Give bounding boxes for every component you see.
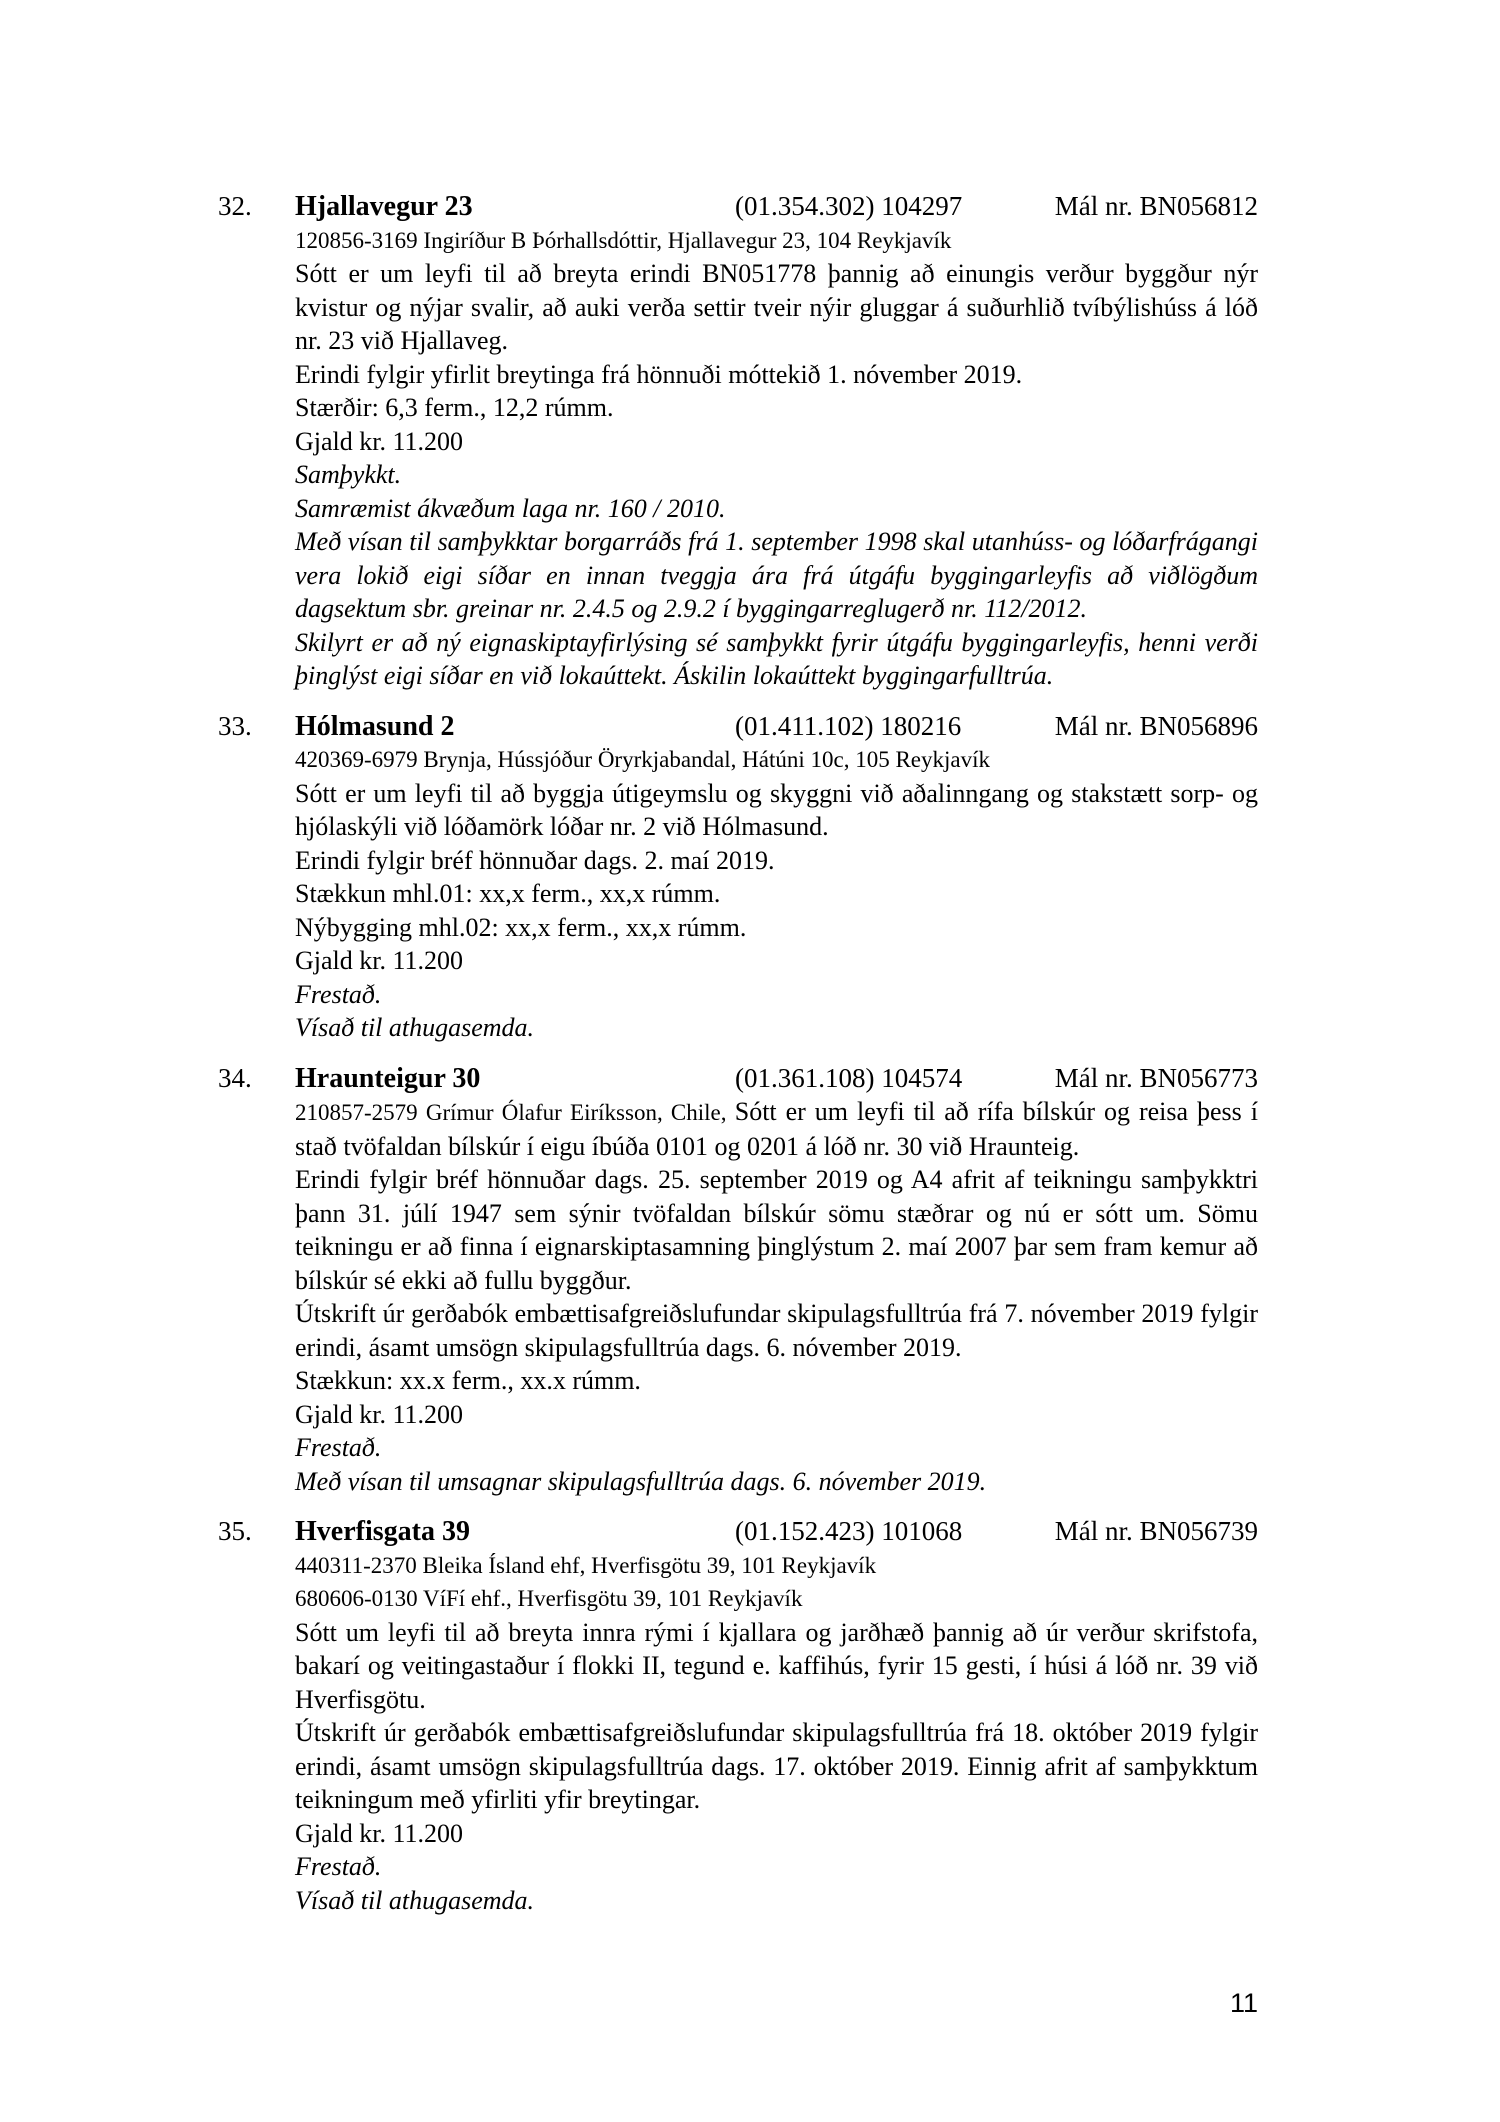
item-code: (01.152.423) 101068 [735,1516,963,1546]
item-number: 32. [218,191,252,221]
paragraph: Útskrift úr gerðabók embættisafgreiðslufundar skipulagsfulltrúa frá 7. nóvember 2019 fylgir erindi, ásamt umsögn skipulagsfulltrúa dags. 6. nóvember 2019. [295,1299,1258,1362]
decision-text: Frestað. [295,979,382,1009]
fee-line: Gjald kr. 11.200 [295,426,464,456]
decision-text: Frestað. [295,1433,382,1462]
item-content [295,710,1258,1045]
item-code: (01.354.302) 104297 [735,191,963,221]
item-number: 33. [218,710,252,741]
paragraph: Stærðir: 6,3 ferm., 12,2 rúmm. [295,393,614,422]
fee-line: Gjald kr. 11.200 [295,1818,464,1848]
item-address: Hraunteigur 30 [295,1062,481,1094]
paragraph: Erindi fylgir bréf hönnuðar dags. 25. september 2019 og A4 afrit af teikningu samþykktri þann 31. júlí 1947 sem sýnir tvöfaldan bílskúr sömu stæðrar og nú er sótt um. Sömu teikningu er að finna í eignarskiptasamning þinglýstum 2. maí 2007 þar sem fram kemur að bílskúr sé ekki að fullu byggður. [295,1165,1258,1295]
applicant-inline: 210857-2579 Grímur Ólafur Eiríksson, Chile, [295,1100,735,1125]
item-case-number: Mál nr. BN056896 [1054,710,1258,741]
paragraph: Stækkun: xx.x ferm., xx.x rúmm. [295,1366,641,1395]
paragraph: Sótt er um leyfi til að breyta erindi BN051778 þannig að einungis verður byggður nýr kvistur og nýjar svalir, að auki verða settir tveir nýir gluggar á suðurhlið tvíbýlishúss á lóð nr. 23 við Hjallaveg. [295,259,1258,355]
item-case-number: Mál nr. BN056812 [1054,191,1258,221]
application-text: Sótt er um leyfi til að rífa bílskúr og reisa þess í stað tvöfaldan bílskúr í eigu íbúða 0101 og 0201 á lóð nr. 30 við Hraunteig. [295,1097,1258,1161]
page-number: 11 [1229,1988,1258,2018]
decision-text: Vísað til athugasemda. [295,1885,535,1915]
item-code: (01.411.102) 180216 [735,710,962,741]
item-content [295,190,1258,693]
item-number: 34. [218,1062,252,1093]
item-code: (01.361.108) 104574 [735,1062,963,1093]
applicant-line: 120856-3169 Ingiríður B Þórhallsdóttir, Hjallavegur 23, 104 Reykjavík [295,227,952,253]
item-header [295,190,1258,224]
paragraph: Sótt um leyfi til að breyta innra rými í kjallara og jarðhæð þannig að úr verður skrifstofa, bakarí og veitingastaður í flokki II, tegund e. kaffihús, fyrir 15 gesti, í húsi á lóð nr. 39 við Hverfisgötu. [295,1617,1258,1714]
condition-text: Með vísan til samþykktar borgarráðs frá 1. september 1998 skal utanhúss- og lóðarfrágangi vera lokið eigi síðar en innan tveggja ára frá útgáfu byggingarleyfis að viðlögðum dagsektum sbr. greinar nr. 2.4.5 og 2.9.2 í byggingarreglugerð nr. 112/2012. [295,527,1258,623]
item-case-number: Mál nr. BN056739 [1054,1516,1258,1546]
item-header [295,1062,1258,1096]
item-address: Hólmasund 2 [295,710,455,742]
document-page [218,190,1258,1917]
item-number: 35. [218,1516,252,1546]
paragraph [295,1095,1258,1163]
case-item [218,190,1258,693]
case-item [218,1515,1258,1917]
applicant-line: 440311-2370 Bleika Ísland ehf, Hverfisgötu 39, 101 Reykjavík [295,1552,877,1578]
decision-text: Frestað. [295,1852,382,1881]
fee-line: Gjald kr. 11.200 [295,946,464,975]
paragraph: Erindi fylgir bréf hönnuðar dags. 2. maí 2019. [295,845,775,875]
fee-line: Gjald kr. 11.200 [295,1399,464,1429]
condition-text: Skilyrt er að ný eignaskiptayfirlýsing sé samþykkt fyrir útgáfu byggingarleyfis, henni verði þinglýst eigi síðar en við lokaúttekt. Áskilin lokaúttekt byggingarfulltrúa. [295,627,1258,690]
item-header [295,710,1258,744]
item-case-number: Mál nr. BN056773 [1054,1062,1258,1093]
item-address: Hverfisgata 39 [295,1516,470,1547]
item-header [295,1515,1258,1549]
item-content [295,1062,1258,1499]
decision-text: Samræmist ákvæðum laga nr. 160 / 2010. [295,493,726,523]
applicant-line: 420369-6979 Brynja, Hússjóður Öryrkjabandal, Hátúni 10c, 105 Reykjavík [295,747,990,772]
case-item [218,710,1258,1045]
applicant-line: 680606-0130 VíFí ehf., Hverfisgötu 39, 101 Reykjavík [295,1586,803,1611]
paragraph: Nýbygging mhl.02: xx,x ferm., xx,x rúmm. [295,912,747,942]
decision-text: Með vísan til umsagnar skipulagsfulltrúa dags. 6. nóvember 2019. [295,1466,987,1496]
paragraph: Erindi fylgir yfirlit breytinga frá hönnuði móttekið 1. nóvember 2019. [295,359,1023,389]
decision-text: Vísað til athugasemda. [295,1013,535,1042]
paragraph: Sótt er um leyfi til að byggja útigeymslu og skyggni við aðalinngang og stakstætt sorp- og hjólaskýli við lóðamörk lóðar nr. 2 við Hólmasund. [295,778,1258,841]
item-address: Hjallavegur 23 [295,191,473,222]
item-content [295,1515,1258,1917]
case-item [218,1062,1258,1499]
paragraph: Útskrift úr gerðabók embættisafgreiðslufundar skipulagsfulltrúa frá 18. október 2019 fylgir erindi, ásamt umsögn skipulagsfulltrúa dags. 17. október 2019. Einnig afrit af samþykktum teikningum með yfirliti yfir breytingar. [295,1718,1258,1814]
decision-text: Samþykkt. [295,460,402,489]
paragraph: Stækkun mhl.01: xx,x ferm., xx,x rúmm. [295,879,721,908]
